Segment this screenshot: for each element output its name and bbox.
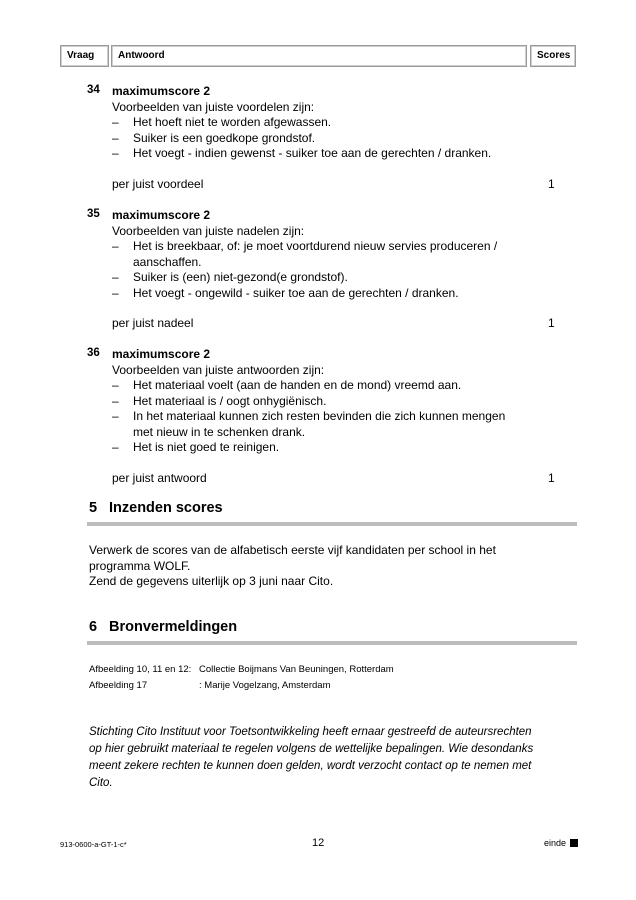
list-item-text: Suiker is een goedkope grondstof. bbox=[133, 130, 316, 145]
header-col-vraag bbox=[60, 45, 109, 67]
credit-key: Afbeelding 17 bbox=[89, 680, 148, 691]
section-divider bbox=[87, 522, 577, 526]
credit-row bbox=[89, 678, 394, 694]
section-divider bbox=[87, 641, 577, 645]
page-number: 12 bbox=[312, 837, 325, 849]
list-item-text: Het hoeft niet te worden afgewassen. bbox=[133, 115, 332, 129]
list-item: – Het is breekbaar, of: je moet voortdurend nieuw servies produceren / bbox=[112, 239, 498, 253]
header-col-antwoord bbox=[111, 45, 527, 67]
list-item-text: Het voegt - ongewild - suiker toe aan de gerechten / dranken. bbox=[133, 285, 459, 300]
paragraph-line: meent zekere rechten te kunnen doen gelden, wordt verzocht contact op te nemen met bbox=[89, 760, 532, 772]
question-body bbox=[112, 347, 532, 456]
section-5-text bbox=[89, 543, 559, 590]
list-item-text: Het voegt - indien gewenst - suiker toe aan de gerechten / dranken. bbox=[133, 146, 492, 160]
question-title: maximumscore 2 bbox=[112, 208, 211, 222]
list-item: – In het materiaal kunnen zich resten bevinden die zich kunnen mengen bbox=[112, 409, 506, 423]
question-title: maximumscore 2 bbox=[112, 84, 211, 98]
paragraph-line: Cito. bbox=[89, 777, 113, 789]
section-number: 5 bbox=[89, 500, 98, 516]
question-intro: Voorbeelden van juiste antwoorden zijn: bbox=[112, 362, 325, 377]
paragraph-line: Stichting Cito Instituut voor Toetsontwikkeling heeft ernaar gestreefd de auteursrechten bbox=[89, 726, 532, 738]
list-item-text: Het materiaal voelt (aan de handen en de mond) vreemd aan. bbox=[133, 378, 462, 392]
list-item-continuation: met nieuw in te schenken drank. bbox=[133, 424, 306, 439]
header-antwoord-label: Antwoord bbox=[118, 50, 165, 61]
question-title: maximumscore 2 bbox=[112, 347, 211, 361]
per-label-35: per juist nadeel bbox=[112, 316, 194, 330]
list-item: – Suiker is (een) niet-gezond(e grondstof). bbox=[112, 270, 348, 284]
list-item-text: Het materiaal is / oogt onhygiënisch. bbox=[133, 393, 327, 408]
paragraph-line: programma WOLF. bbox=[89, 558, 191, 573]
list-item: – Suiker is een goedkope grondstof. bbox=[112, 130, 316, 145]
paragraph-line: Verwerk de scores van de alfabetisch eerste vijf kandidaten per school in het bbox=[89, 543, 496, 557]
question-body bbox=[112, 208, 532, 301]
header-col-scores bbox=[530, 45, 576, 67]
list-item: – Het is niet goed te reinigen. bbox=[112, 440, 280, 454]
question-intro: Voorbeelden van juiste nadelen zijn: bbox=[112, 223, 305, 238]
list-item: – Het voegt - ongewild - suiker toe aan de gerechten / dranken. bbox=[112, 285, 459, 300]
credit-value: Collectie Boijmans Van Beuningen, Rotterdam bbox=[199, 664, 394, 675]
credits-list bbox=[89, 662, 394, 694]
end-label: einde bbox=[544, 838, 567, 848]
points-34: 1 bbox=[548, 177, 555, 191]
list-item-text: In het materiaal kunnen zich resten bevinden die zich kunnen mengen bbox=[133, 409, 506, 423]
end-marker bbox=[544, 838, 578, 848]
credit-key: Afbeelding 10, 11 en 12: bbox=[89, 664, 192, 675]
list-item-text: Suiker is (een) niet-gezond(e grondstof). bbox=[133, 270, 348, 284]
question-number: 36 bbox=[87, 347, 100, 359]
end-square-icon bbox=[570, 839, 578, 847]
question-intro: Voorbeelden van juiste voordelen zijn: bbox=[112, 99, 315, 114]
list-item-continuation: aanschaffen. bbox=[133, 254, 202, 269]
section-5-heading bbox=[89, 500, 223, 516]
per-label-36: per juist antwoord bbox=[112, 471, 207, 485]
credit-value: : Marije Vogelzang, Amsterdam bbox=[199, 680, 331, 691]
paragraph-line: op hier gebruikt materiaal te regelen volgens de wettelijke bepalingen. Wie desondanks bbox=[89, 743, 534, 755]
list-item: – Het materiaal voelt (aan de handen en de mond) vreemd aan. bbox=[112, 378, 462, 392]
list-item-text: Het is breekbaar, of: je moet voortdurend nieuw servies produceren / bbox=[133, 239, 498, 253]
list-item-text: Het is niet goed te reinigen. bbox=[133, 440, 280, 454]
list-item: – Het voegt - indien gewenst - suiker toe aan de gerechten / dranken. bbox=[112, 146, 492, 160]
paragraph-line: Zend de gegevens uiterlijk op 3 juni naar Cito. bbox=[89, 574, 334, 588]
per-label-34: per juist voordeel bbox=[112, 177, 204, 191]
section-title: Inzenden scores bbox=[109, 500, 223, 516]
question-number: 35 bbox=[87, 208, 100, 220]
points-36: 1 bbox=[548, 471, 555, 485]
question-number: 34 bbox=[87, 84, 100, 96]
points-35: 1 bbox=[548, 316, 555, 330]
document-code: 913-0600-a-GT-1-c* bbox=[60, 840, 127, 849]
question-body bbox=[112, 84, 532, 162]
section-number: 6 bbox=[89, 619, 98, 635]
section-title: Bronvermeldingen bbox=[109, 619, 238, 635]
header-vraag-label: Vraag bbox=[67, 50, 95, 61]
list-item: – Het hoeft niet te worden afgewassen. bbox=[112, 115, 332, 129]
credit-row bbox=[89, 662, 394, 678]
section-6-heading bbox=[89, 619, 237, 635]
list-item: – Het materiaal is / oogt onhygiënisch. bbox=[112, 393, 327, 408]
header-scores-label: Scores bbox=[537, 50, 571, 61]
copyright-disclaimer bbox=[89, 724, 579, 792]
